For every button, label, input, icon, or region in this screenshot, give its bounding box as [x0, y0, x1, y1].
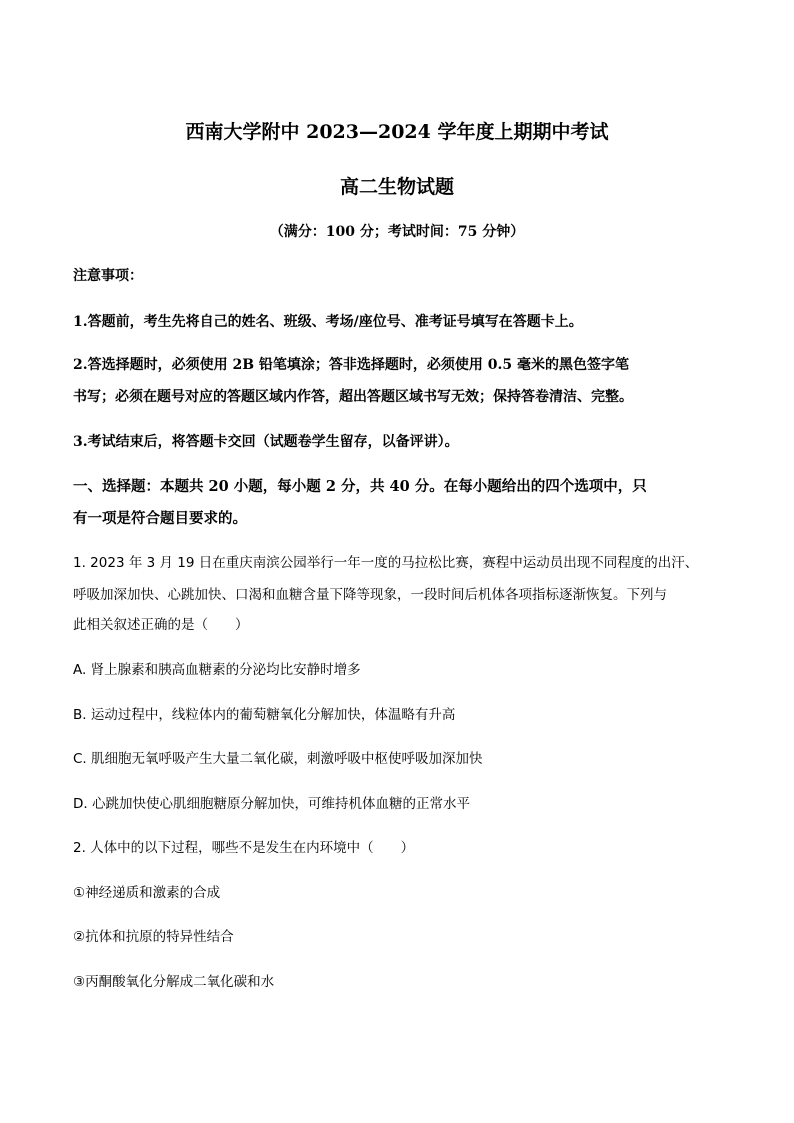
statement-item: ③丙酮酸氧化分解成二氧化碳和水: [73, 974, 275, 990]
question-stem: 此相关叙述正确的是（ ）: [73, 617, 249, 633]
option-a: A. 肾上腺素和胰高血糖素的分泌均比安静时增多: [73, 662, 361, 678]
notice-item: 2.答选择题时，必须使用 2B 铅笔填涂；答非选择题时，必须使用 0.5 毫米的黑色签字笔: [73, 357, 630, 373]
notice-item: 3.考试结束后，将答题卡交回（试题卷学生留存，以备评讲）。: [73, 434, 459, 450]
option-c: C. 肌细胞无氧呼吸产生大量二氧化碳，刺激呼吸中枢使呼吸加深加快: [73, 751, 483, 767]
section-heading: 有一项是符合题目要求的。: [73, 510, 247, 527]
statement-item: ②抗体和抗原的特异性结合: [73, 929, 234, 945]
option-b: B. 运动过程中，线粒体内的葡萄糖氧化分解加快，体温略有升高: [73, 707, 456, 723]
exam-subtitle: 高二生物试题: [339, 176, 454, 198]
option-d: D. 心跳加快使心肌细胞糖原分解加快，可维持机体血糖的正常水平: [73, 796, 470, 812]
notice-heading: 注意事项：: [73, 268, 143, 284]
exam-title: 西南大学附中 2023—2024 学年度上期期中考试: [185, 121, 609, 143]
notice-item: 1.答题前，考生先将自己的姓名、班级、考场/座位号、准考证号填写在答题卡上。: [73, 314, 583, 330]
exam-meta: （满分：100 分；考试时间：75 分钟）: [269, 224, 525, 240]
notice-item: 书写；必须在题号对应的答题区域内作答，超出答题区域书写无效；保持答卷清洁、完整。: [73, 389, 633, 405]
section-heading: 一、选择题：本题共 20 小题，每小题 2 分，共 40 分。在每小题给出的四个选项中，只: [73, 478, 647, 495]
question-stem: 2. 人体中的以下过程，哪些不是发生在内环境中（ ）: [73, 840, 415, 856]
statement-item: ①神经递质和激素的合成: [73, 885, 221, 901]
question-stem: 1. 2023 年 3 月 19 日在重庆南滨公园举行一年一度的马拉松比赛，赛程中运动员出现不同程度的出汗、: [73, 555, 699, 571]
question-stem: 呼吸加深加快、心跳加快、口渴和血糖含量下降等现象，一段时间后机体各项指标逐渐恢复。下列与: [73, 587, 667, 603]
